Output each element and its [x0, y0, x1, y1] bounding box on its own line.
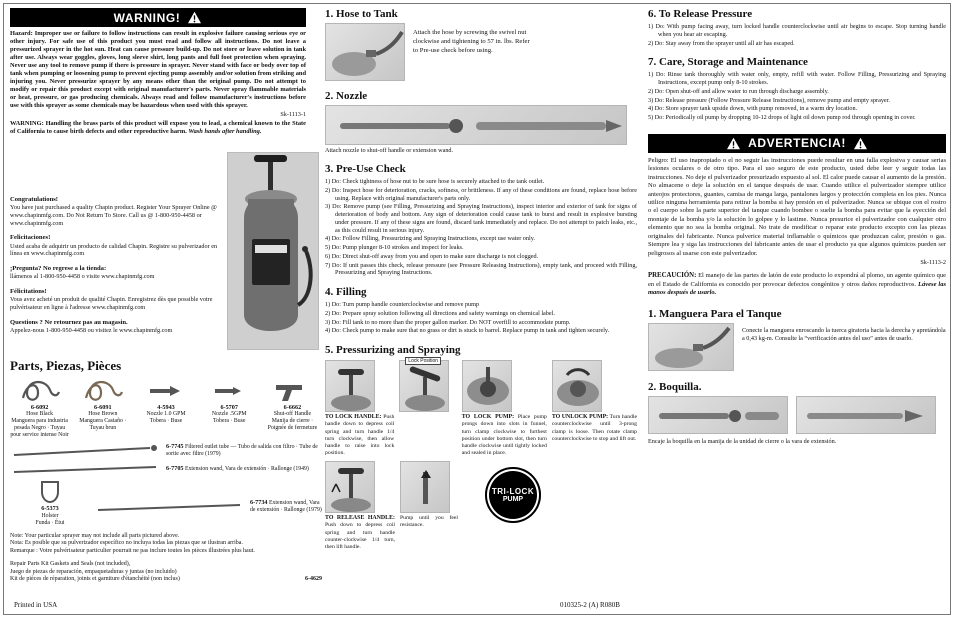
parts-note: [10, 533, 322, 556]
boquilla-photo-1: [648, 396, 788, 434]
part-hose-brown: 6-6091 Hose Brown Manguera Castaño · Tuyau brun: [73, 378, 132, 439]
manguera-photo: [648, 323, 734, 371]
release-handle-photo: [325, 461, 375, 513]
registration-fr-q-title: Questions ? Ne retournez pas au magasin.: [10, 318, 128, 326]
part-nozzle-10: 4-5943 Nozzle 1.0 GPM Tobera · Buse: [136, 378, 195, 439]
part-hose-black: 6-6092 Hose Black Manguera para industria pesada Negro · Tuyau pour service intense Noir: [10, 378, 69, 439]
warning-body-en: Hazard: Improper use or failure to follow instructions can result in explosive failure causing serious eye or other injury. For safe use of this product you must read and follow all instructions. Do not leave a pressurized sprayer in the hot sun. Heat can cause pressure build-up. Do not store or leave solution in tank after use. Always wear goggles, gloves, long sleeve shirt, long pants and full foot protection when spraying. Never use any tool to remove pump if there is pressure in sprayer. Never stand with face or body over top of tank when pumping or loosening pump to prevent ejecting pump assembly and/or solution from striking and injuring you. Never pressurize sprayer by any means other than the original pump. Do not attempt to modify or repair this product except with original manufacturer's parts. Never spray flammable materials or heat, pressure, or gas producing chemicals. Always read and follow manufacturer's instructions before use with this sprayer as some chemicals may be hazardous when used with this sprayer.: [10, 30, 306, 109]
care-step: 1) Do: Rinse tank thoroughly with water only, empty, refill with water. Follow Filling, Pressurizing and Spraying Instructions, except pump only 8-10 strokes.: [648, 71, 946, 86]
figure-release-handle: TO RELEASE HANDLE: Push down to depress coil spring and turn handle counter-clockwise 1/4 turn, then lift handle.: [325, 461, 395, 551]
sprayer-product-photo: [227, 152, 319, 350]
registration-block: [10, 196, 222, 342]
part-shutoff-handle: 6-6662 Shut-off Handle Manija de cierre · Poignée de fermeture: [263, 378, 322, 439]
lead-warning-en: [10, 120, 306, 136]
section-filling: [325, 286, 637, 335]
section-es-2-title: 2. Boquilla.: [648, 380, 702, 393]
document-code: 010325-2 (A) R080B: [560, 601, 620, 609]
repair-kit-fr: Kit de pièces de réparation, joints et garniture d'étanchéité (non inclus): [10, 576, 180, 583]
filling-step: 3) Do: Fill tank to no more than the proper gallon marker. Do NOT overfill to accommodate pump.: [325, 318, 571, 326]
pressurize-figures-row-1: [325, 360, 637, 457]
hose-icon: [10, 378, 69, 404]
parts-note-en: Note: Your particular sprayer may not include all parts pictured above.: [10, 532, 180, 539]
registration-es-q-title: ¡Pregunta? No regrese a la tienda:: [10, 265, 107, 273]
section-es-1-caption: Conecte la manguera enroscando la tuerca giratoria hacia la derecha y apretándola a 0,43 kg-m. Consulte la “verificación antes del uso” antes de usarlo.: [742, 326, 946, 343]
pre-use-step: 2) Do: Inspect hose for deterioration, cracks, softness, or brittleness. If any of these conditions are found, replace hose before using. Replace with original manufacturer's parts only.: [325, 186, 637, 202]
registration-en: [10, 196, 222, 227]
parts-note-es: Nota: Es posible que su pulverizador específico no incluya todas las piezas que se ilustran arriba.: [10, 540, 243, 547]
registration-en-body: You have just purchased a quality Chapin product. Register Your Sprayer Online @ www.chapinmfg.com. Do Not Return To Store. Call us @ 1-800-950-4458 or www.chapinmfg.com: [10, 204, 217, 227]
registration-fr-q-body: Appelez-nous 1-800-950-4458 ou visitez le www.chapinmfg.com: [10, 327, 173, 335]
care-step: 4) Do: Store sprayer tank upside down, with pump removed, in a warm dry location.: [648, 105, 858, 113]
section-1-caption: Attach the hose by screwing the swivel nut clockwise and tightening to 57 in. lbs. Refer to Pre-use check before using.: [413, 29, 530, 54]
lock-handle-photo-1: [325, 360, 375, 412]
repair-kit-en: Repair Parts Kit Gaskets and Seals (not included),: [10, 560, 131, 567]
nozzle-photo: [325, 105, 627, 145]
section-2-title: 2. Nozzle: [325, 90, 368, 102]
figure-pump-resistance: Pump until you feel resistance.: [400, 461, 458, 551]
lead-warning-text: Handling the brass parts of this product will expose you to lead, a chemical known to the State of California to cause birth defects and other reproductive harm.: [10, 120, 306, 135]
lock-pump-photo: [462, 360, 512, 412]
part-extension-wand-1949: 6-7705 Extension wand, Vara de extensión · Rallonge (1949): [10, 462, 322, 476]
care-step: 5) Do: Periodically oil pump by dropping 10-12 drops of light oil down pump rod through opening in cover.: [648, 114, 916, 121]
parts-title: Parts, Piezas, Pièces: [10, 358, 122, 373]
holster-icon: [10, 479, 90, 505]
registration-es: [10, 234, 222, 258]
warning-banner-title: WARNING!: [113, 10, 181, 25]
nozzle-icon: [200, 378, 259, 404]
care-step: 3) Do: Release pressure (Follow Pressure Release Instructions), remove pump and empty sprayer.: [648, 96, 890, 104]
part-filtered-outlet-tube: 6-7745 Filtered outlet tube — Tubo de salida con filtro · Tube de sortie avec filtre (1979): [10, 443, 322, 458]
doc-number-es: Sk-1113-2: [920, 259, 946, 266]
section-care-storage: [648, 56, 946, 122]
part-nozzle-05: 6-5707 Nozzle .5GPM Tobera · Buse: [200, 378, 259, 439]
pre-use-step: 5) Do: Pump plunger 8-10 strokes and inspect for leaks.: [325, 244, 464, 251]
hose-icon: [73, 378, 132, 404]
filling-step: 2) Do: Prepare spray solution following all directions and safety warnings on chemical label.: [325, 309, 555, 317]
lead-warning-italic: Wash hands after handling.: [188, 128, 262, 135]
section-4-title: 4. Filling: [325, 286, 367, 298]
doc-number-en: Sk-1113-1: [280, 111, 306, 118]
section-6-title: 6. To Release Pressure: [648, 8, 753, 20]
registration-es-body: Usted acaba de adquirir un producto de calidad Chapin. Registre su pulverizador en línea en www.chapinmfg.com: [10, 242, 218, 258]
tube-icon: [10, 444, 160, 458]
section-3-title: 3. Pre-Use Check: [325, 163, 406, 175]
precaucion-label: PRECAUCIÓN:: [648, 272, 697, 279]
registration-fr: [10, 288, 222, 312]
parts-row-1: [10, 378, 322, 439]
section-release-pressure: [648, 8, 946, 47]
warning-section-en: [10, 8, 306, 136]
pre-use-step: 4) Do: Follow Filling, Pressurizing and Spraying Instructions, except use water only.: [325, 235, 535, 243]
pressurize-figures-row-2: [325, 461, 637, 551]
nozzle-icon: [136, 378, 195, 404]
wand-icon: [10, 462, 160, 476]
figure-lock-handle: TO LOCK HANDLE: Push handle down to depress coil spring and turn handle 1/4 turn clockwise, then allow handle to raise into lock position.: [325, 360, 394, 457]
filling-step: 1) Do: Turn pump handle counterclockwise and remove pump: [325, 301, 479, 308]
section-7-title: 7. Care, Storage and Maintenance: [648, 56, 808, 69]
pre-use-step: 7) Do: If unit passes this check, release pressure (see Pressure Releasing Instructions), empty tank, and proceed with Filling, Pressurizing and Spraying Instructions.: [325, 261, 637, 277]
unlock-pump-photo: [552, 360, 602, 412]
pre-use-step: 3) Do: Remove pump (see Filling, Pressurizing and Spraying Instructions), inspect interior and exterior of tank for signs of deterioration of body and bottom. Any sign of deterioration could cause tank to burst and result in explosive bursting under pressure. If any of these signs are found, discard tank immediately and replace. Do not attempt to patch leaks, etc., as this could result in serious injury.: [325, 203, 637, 234]
warning-body-es: Peligro: El uso inapropiado o el no seguir las instrucciones puede resultar en una falla explosiva y causar serias lesiones oculares o de otro tipo. Para el uso seguro de este producto, usted debe leer y seguir todas las instrucciones. No deje el pulverizador presurizado expuesto al sol. El calor puede causar el aumento de la presión. No almacene o deje la solución en el tanque después de usar. Cuando utilice el pulverizador siempre utilice anteojos protectores, guantes, camisa de manga larga, pantalones largos y protección completa en los pies. Nunca utilice ninguna herramienta para retirar la bomba si hay presión en el pulverizador. Nunca se ubique con el rostro o el cuerpo sobre la parte superior del tanque cuando bombee o suelte la bomba para evitar que la eyección del montaje de la bomba y/o la solución lo golpee y lo lastime. Nunca presurice el pulverizador con cualquier otro elemento que no sea la bomba original. No trate de modificar o reparar este producto excepto con las piezas originales del fabricante. Nunca pulverice material inflamable o químicos que produzcan calor, presión o gas. Siempre lea y siga las instrucciones del fabricante antes de usar el producto ya que algunos químicos pueden ser peligrosos al usarse con este pulverizador.: [648, 156, 946, 257]
warning-banner-en: [10, 8, 306, 27]
repair-kit-note: [10, 561, 322, 584]
lock-position-tag: Lock Position: [405, 357, 441, 365]
hose-to-tank-photo: [325, 23, 405, 81]
figure-lock-position: [399, 360, 456, 457]
pump-rod-photo: [400, 461, 450, 513]
parts-note-fr: Remarque : Votre pulvérisateur particulier pourrait ne pas inclure toutes les pièces illustrées plus haut.: [10, 548, 255, 555]
section-2-caption: Attach nozzle to shut-off handle or extension wand.: [325, 147, 454, 154]
figure-lock-pump: TO LOCK PUMP: Place pump prongs down into slots in funnel, turn clamp clockwise to furthest position under bottom slot, then turn handle clockwise until tightly locked and sealed in place.: [462, 360, 547, 457]
registration-es-question: [10, 265, 222, 281]
parts-row-3: [10, 479, 322, 526]
registration-fr-body: Vous avez acheté un produit de qualité Chapin. Enregistrez dès que possible votre pulvérisateur en ligne à l'adresse www.chapinmfg.com: [10, 296, 213, 312]
lead-warning-label: WARNING:: [10, 120, 44, 127]
part-holster: 6-5373 Holster Funda · Étui: [10, 479, 90, 526]
section-hose-to-tank: [325, 8, 637, 81]
warning-triangle-icon: [187, 11, 202, 24]
sprayer-illustration: [228, 153, 319, 350]
repair-kit-code: 6-4629: [305, 576, 322, 583]
shutoff-handle-icon: [263, 378, 322, 404]
section-es-1-title: 1. Manguera Para el Tanque: [648, 307, 782, 320]
registration-en-title: Congratulations!: [10, 196, 58, 203]
boquilla-photo-2: [796, 396, 936, 434]
precaucion-body: El manejo de las partes de latón de este producto lo expondrá al plomo, un agente químico que en el Estado de California es conocido por provocar defectos congénitos y otros daños reproductivos.: [648, 272, 946, 288]
section-nozzle: [325, 90, 637, 154]
right-column: [648, 8, 946, 455]
section-boquilla: [648, 381, 946, 446]
release-step: 1) Do: With pump facing away, turn locked handle counterclockwise until air begins to escape. Stop turning handle when you hear air escaping.: [648, 23, 946, 38]
repair-kit-es: Juego de piezas de reparación, empaquetaduras y juntas (no incluido): [10, 568, 177, 575]
lock-handle-photo-2: [399, 360, 449, 412]
instructions-en: [325, 8, 637, 560]
section-1-title: 1. Hose to Tank: [325, 8, 398, 20]
warning-triangle-icon: [726, 137, 741, 150]
pre-use-step: 1) Do: Check tightness of hose nut to be sure hose is securely attached to the tank outlet.: [325, 178, 545, 185]
registration-es-title: Felicitaciones!: [10, 234, 51, 242]
section-pressurizing: [325, 344, 637, 551]
parts-section: [10, 358, 322, 584]
precaucion-italic: Lávese las manos después de usarlo.: [648, 280, 946, 297]
warning-banner-es-title: ADVERTENCIA!: [748, 136, 846, 151]
registration-fr-title: Félicitations!: [10, 288, 47, 296]
section-pre-use-check: [325, 163, 637, 277]
figure-unlock-pump: TO UNLOCK PUMP: Turn handle counterclockwise until 3-prong clamp is loose. Then rotate clamp counterclockwise to stop and lift out.: [552, 360, 637, 457]
wand-icon: [94, 500, 244, 514]
release-step: 2) Do: Stay away from the sprayer until all air has escaped.: [648, 39, 795, 47]
printed-in-usa: Printed in USA: [14, 601, 58, 609]
warning-triangle-icon: [853, 137, 868, 150]
warning-banner-es: [648, 134, 946, 153]
section-manguera: [648, 308, 946, 371]
section-5-title: 5. Pressurizing and Spraying: [325, 344, 461, 356]
registration-es-q-body: llámenos al 1-800-950-4458 o visite www.chapinmfg.com: [10, 273, 155, 281]
filling-step: 4) Do: Check pump to make sure that no grass or dirt is stuck to barrel. Replace pump in tank and tighten securely.: [325, 327, 610, 335]
tri-lock-pump-logo: TRI-LOCK PUMP: [463, 461, 541, 551]
part-extension-wand-1979: 6-7734 Extension wand, Vara de extensión · Rallonge (1979): [94, 487, 322, 526]
care-step: 2) Do: Open shut-off and allow water to run through discharge assembly.: [648, 87, 829, 95]
pre-use-step: 6) Do: Direct shut-off away from you and open to make sure discharge is not clogged.: [325, 252, 539, 260]
precaucion-block: [648, 272, 946, 298]
registration-fr-question: [10, 319, 222, 335]
section-es-2-caption: Encaje la boquilla en la manija de la unidad de cierre o la vara de extensión.: [648, 437, 837, 445]
